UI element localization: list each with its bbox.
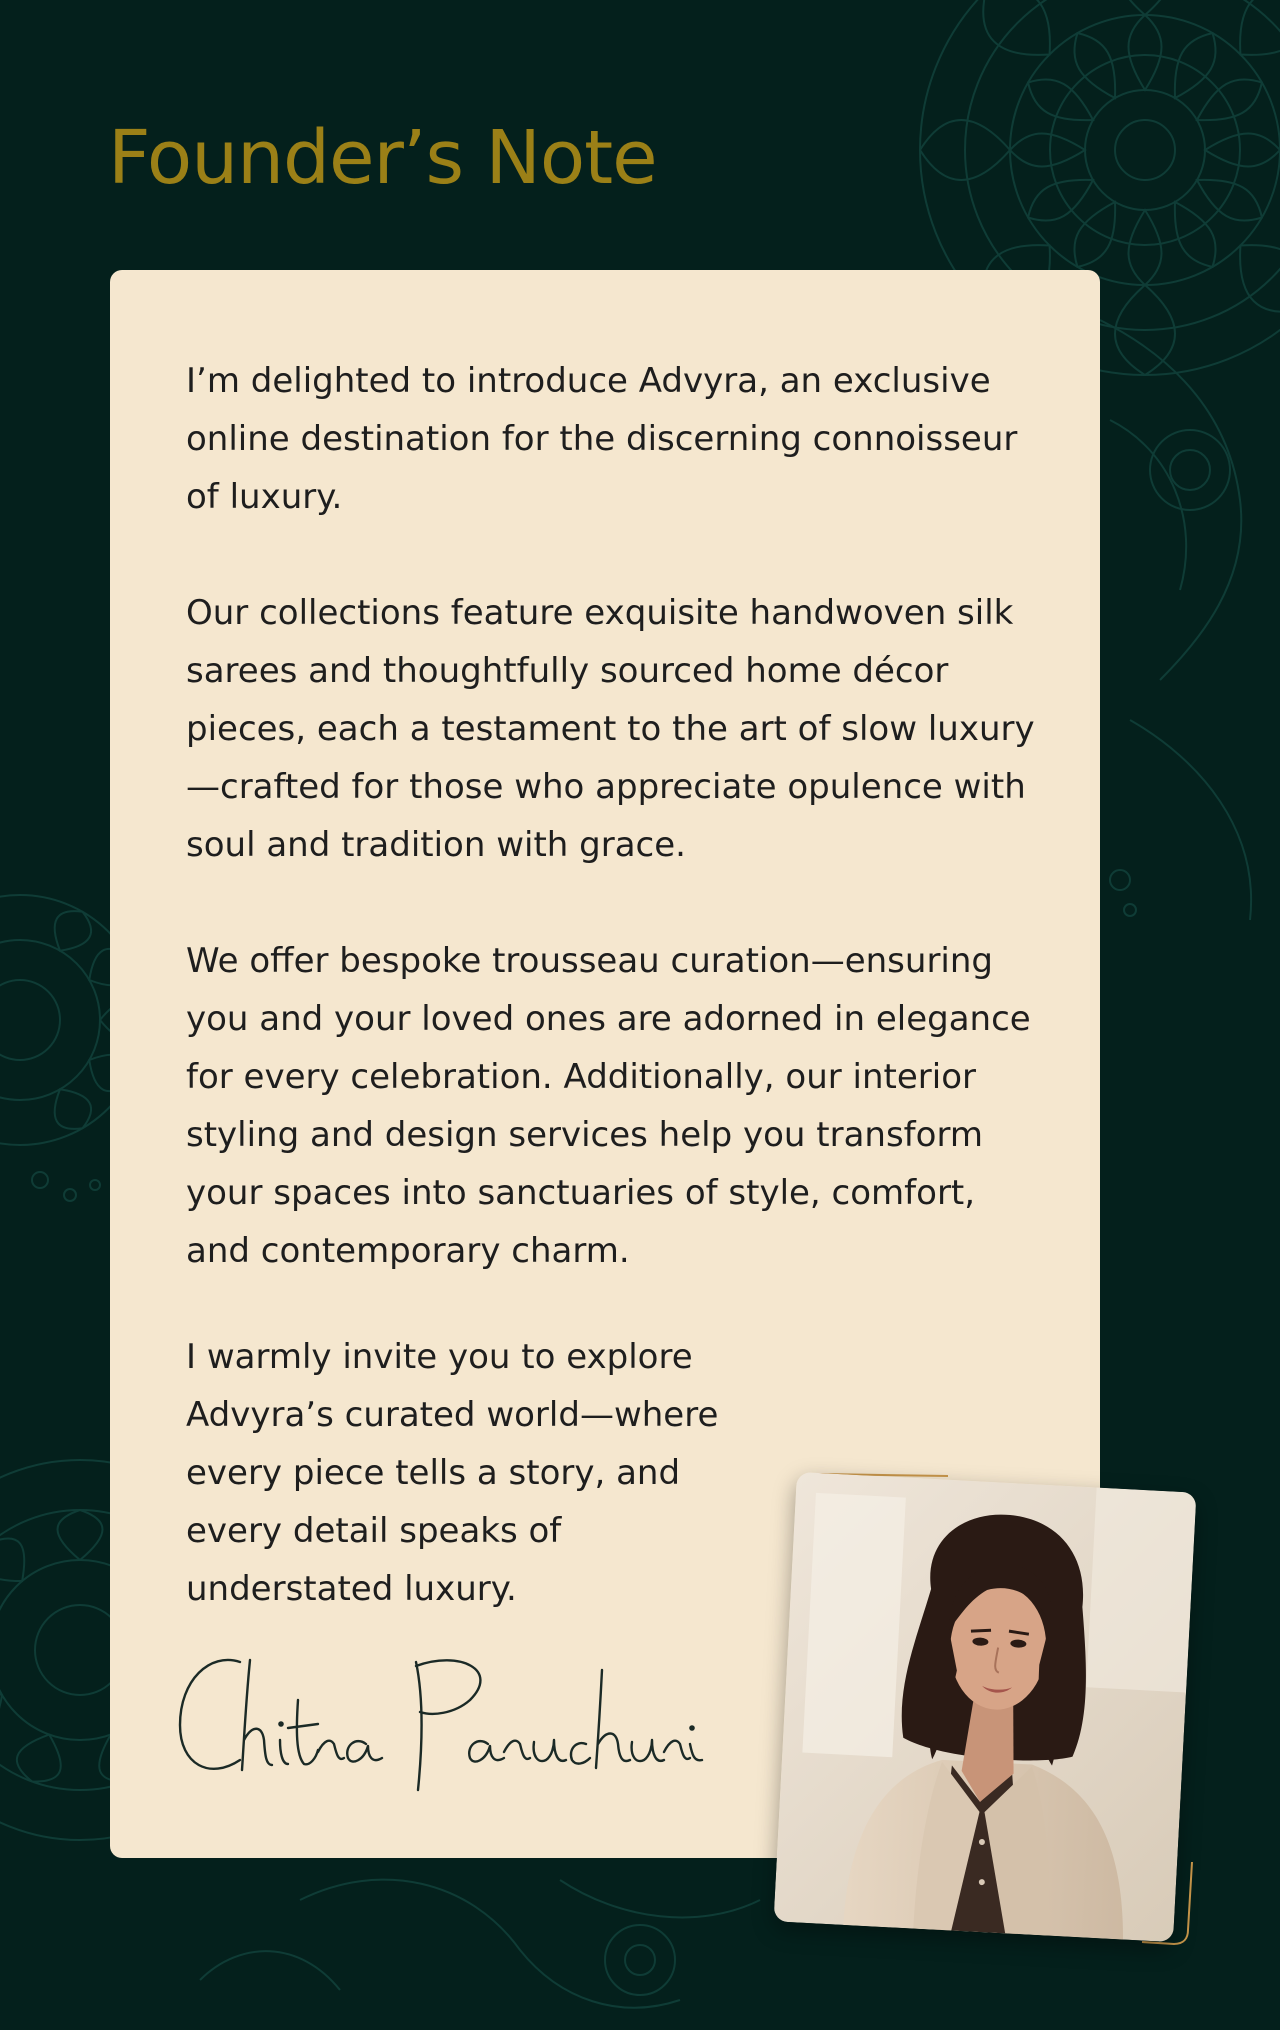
- signature: [170, 1640, 710, 1800]
- page-title: Founder’s Note: [108, 115, 657, 201]
- note-paragraph-intro: I’m delighted to introduce Advyra, an exclusive online destination for the discerning connoisseur of luxury.: [186, 361, 1018, 517]
- founder-portrait-icon: [773, 1472, 1196, 1942]
- note-paragraph-services: We offer bespoke trousseau curation—ensuring you and your loved ones are adorned in elegance for every celebration. Additionally, our interior styling and design services help you transform your spaces into sanctuaries of style, comfort, and contemporary charm.: [186, 941, 1031, 1271]
- note-body: [186, 352, 1046, 1618]
- note-paragraph-invitation: I warmly invite you to explore Advyra’s curated world—where every piece tells a story, and every detail speaks of understated luxury.: [186, 1337, 719, 1609]
- note-paragraph-collections: Our collections feature exquisite handwoven silk sarees and thoughtfully sourced home décor pieces, each a testament to the art of slow luxury—crafted for those who appreciate opulence with soul and tradition with grace.: [186, 593, 1035, 865]
